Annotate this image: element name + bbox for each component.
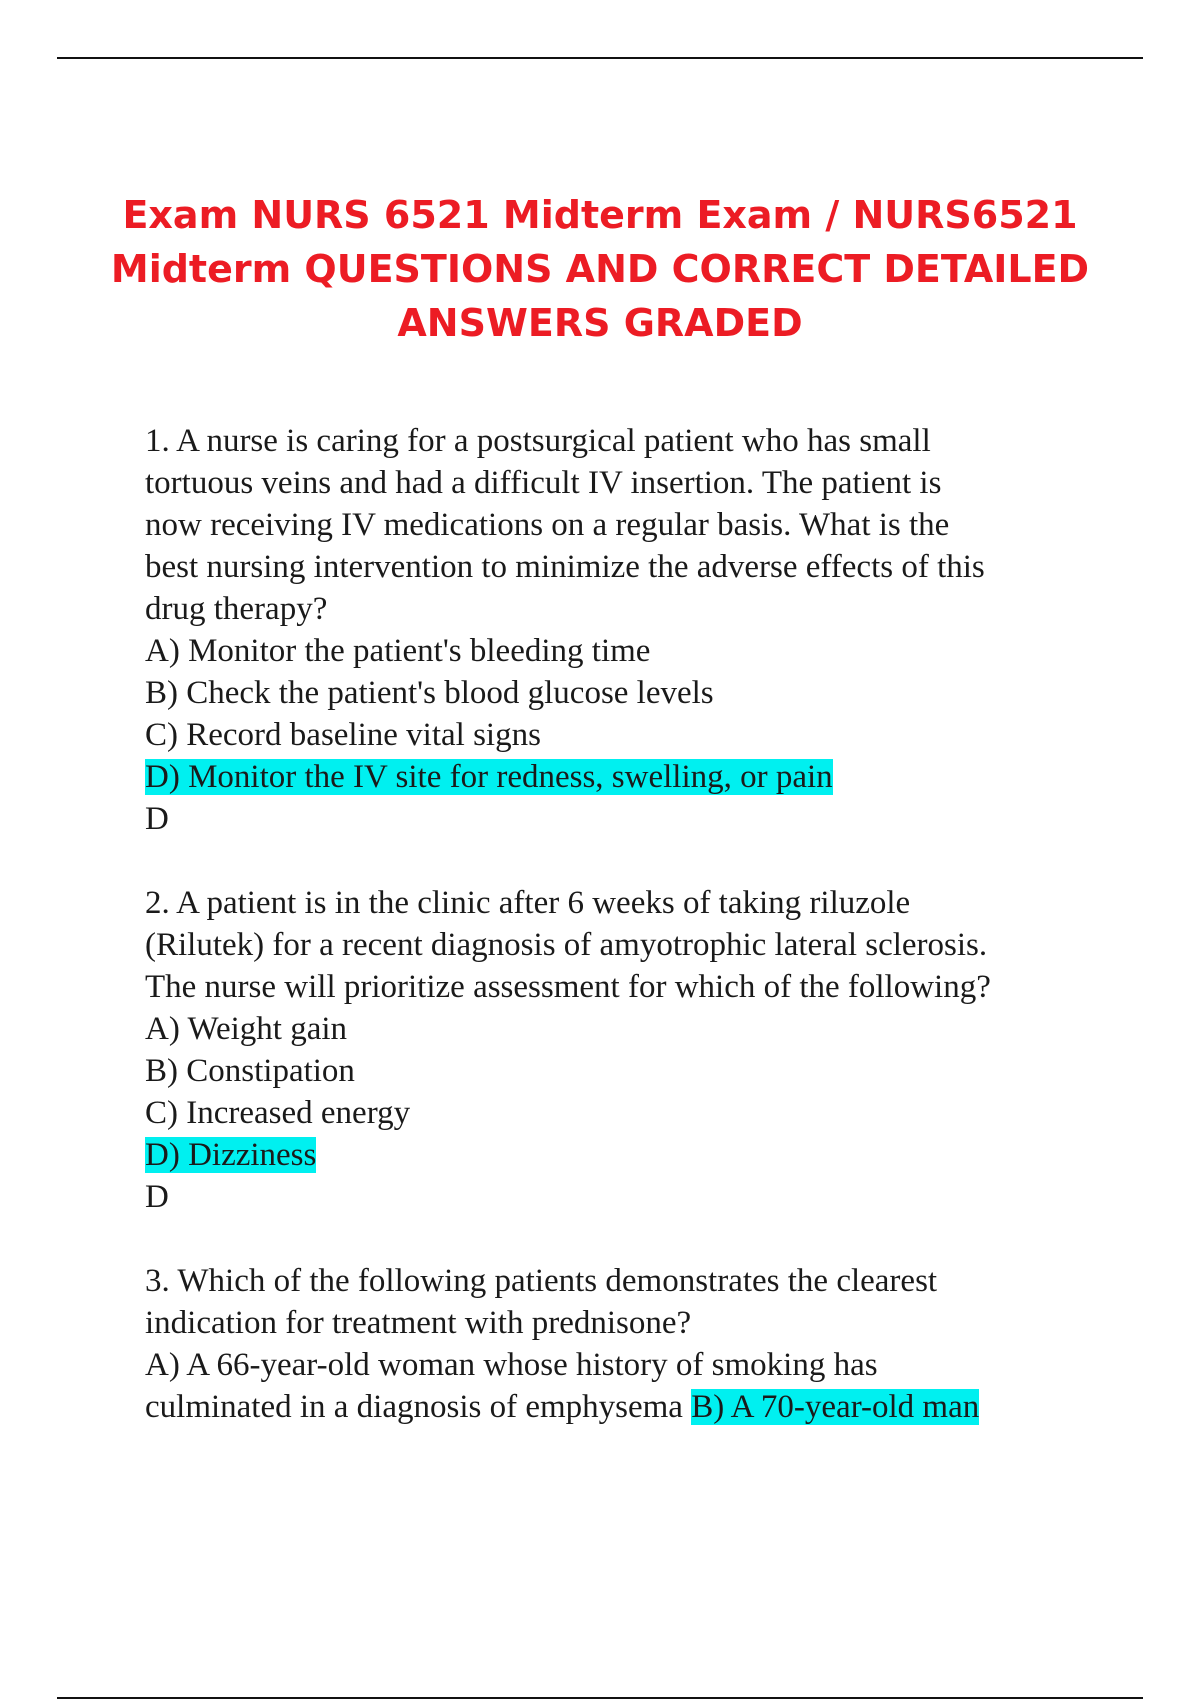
question-1 (145, 420, 1105, 840)
question-stem-line: indication for treatment with prednisone? (145, 1305, 692, 1341)
question-stem-line: best nursing intervention to minimize the adverse effects of this (145, 549, 985, 585)
option-d-container (145, 756, 1105, 798)
question-stem-line: tortuous veins and had a difficult IV insertion. The patient is (145, 465, 942, 501)
option-b-highlighted: B) A 70-year-old man (691, 1389, 980, 1425)
option-b: B) Constipation (145, 1053, 355, 1089)
question-stem-line: (Rilutek) for a recent diagnosis of amyotrophic lateral sclerosis. (145, 927, 988, 963)
title-line: Exam NURS 6521 Midterm Exam / NURS6521 (122, 193, 1078, 237)
option-d-highlighted: D) Monitor the IV site for redness, swelling, or pain (145, 759, 833, 795)
question-2 (145, 882, 1105, 1218)
option-a: A) Monitor the patient's bleeding time (145, 633, 651, 669)
answer-key: D (145, 1179, 169, 1215)
option-a: A) A 66-year-old woman whose history of smoking has (145, 1347, 878, 1383)
option-c: C) Record baseline vital signs (145, 717, 541, 753)
option-b: B) Check the patient's blood glucose levels (145, 675, 714, 711)
question-stem-line: 2. A patient is in the clinic after 6 weeks of taking riluzole (145, 885, 911, 921)
option-c: C) Increased energy (145, 1095, 411, 1131)
option-a: A) Weight gain (145, 1011, 348, 1047)
question-stem-line: The nurse will prioritize assessment for which of the following? (145, 969, 991, 1005)
title-line: Midterm QUESTIONS AND CORRECT DETAILED (110, 247, 1090, 291)
option-d-container (145, 1134, 1105, 1176)
question-stem-line: 1. A nurse is caring for a postsurgical patient who has small (145, 423, 931, 459)
document-body (145, 420, 1105, 1428)
document-title (100, 188, 1100, 350)
question-3 (145, 1260, 1105, 1428)
title-line: ANSWERS GRADED (397, 301, 803, 345)
answer-key: D (145, 801, 169, 837)
top-rule (57, 57, 1143, 59)
option-a-continuation (145, 1386, 1105, 1428)
option-a-text: culminated in a diagnosis of emphysema (145, 1389, 683, 1425)
question-stem-line: drug therapy? (145, 591, 328, 627)
option-d-highlighted: D) Dizziness (145, 1137, 317, 1173)
bottom-rule (57, 1697, 1143, 1699)
question-stem-line: 3. Which of the following patients demonstrates the clearest (145, 1263, 938, 1299)
question-stem-line: now receiving IV medications on a regular basis. What is the (145, 507, 950, 543)
